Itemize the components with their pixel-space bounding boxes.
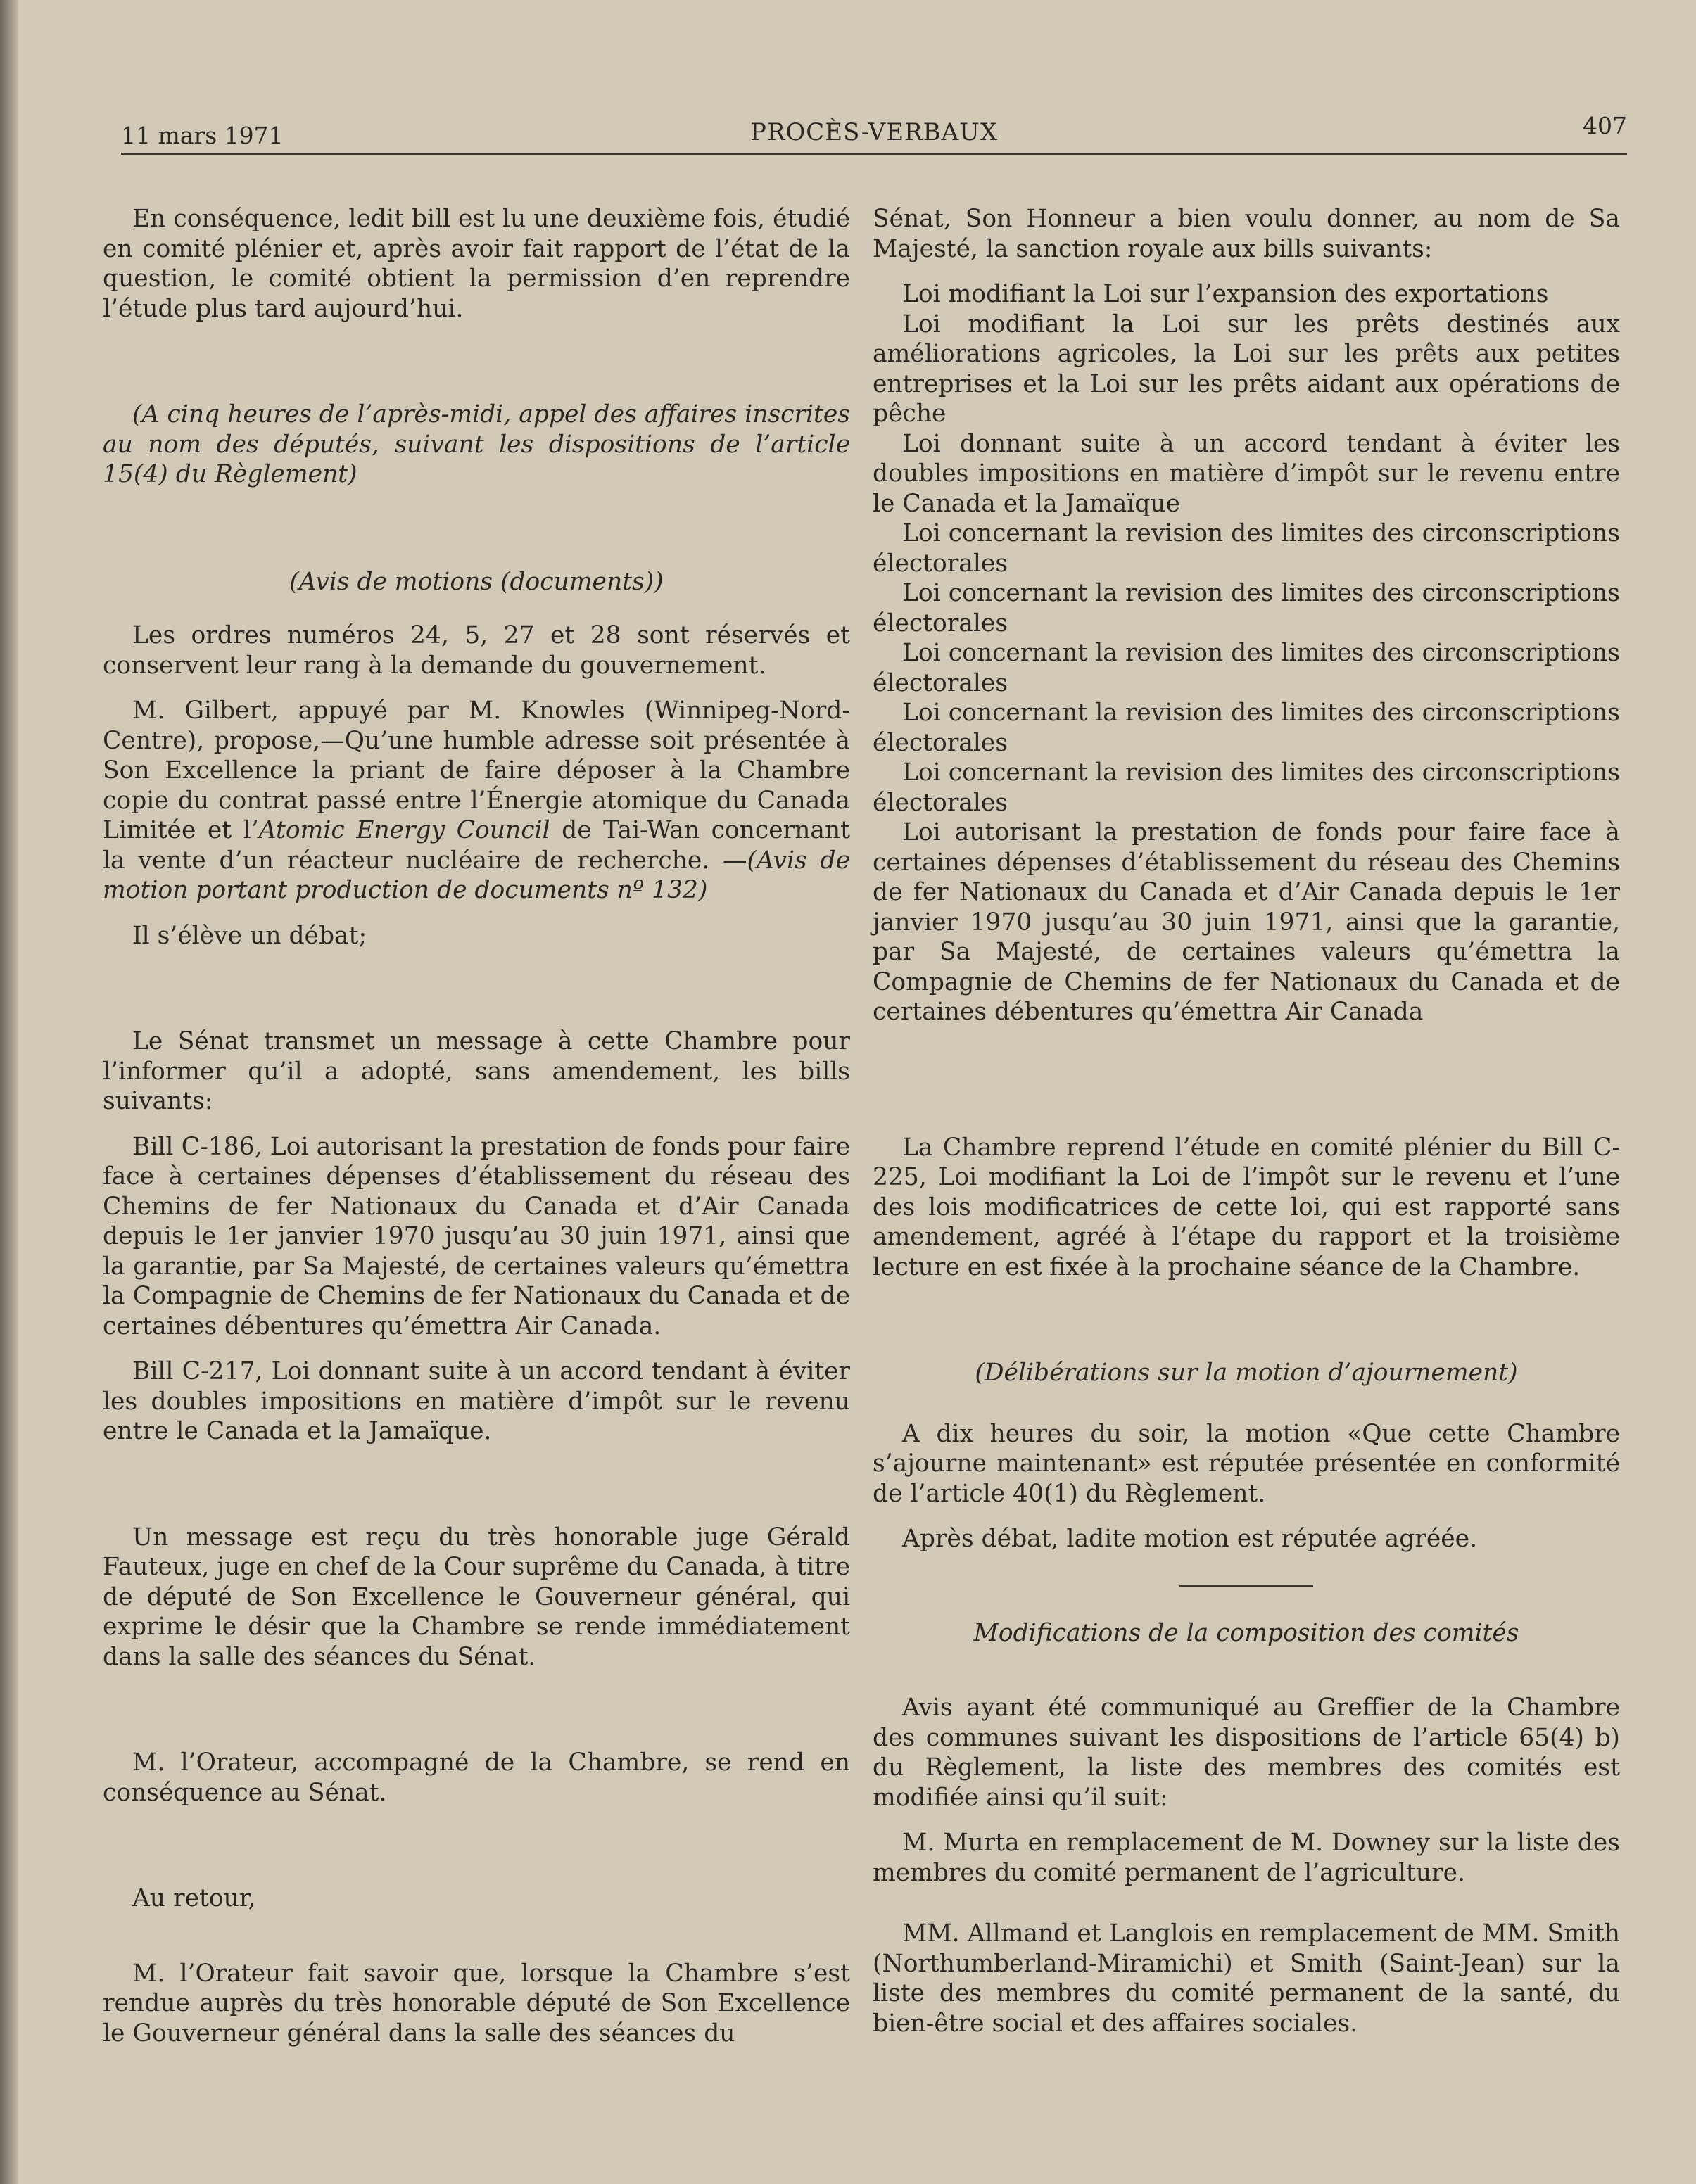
paragraph: Un message est reçu du très honorable juge Gérald Fauteux, juge en chef de la Cour suprême du Canada, à titre de député de Son Excellence le Gouverneur général, qui exprime le désir que la Chambre se rende immédiatement dans la salle des séances du Sénat. [103, 1523, 850, 1671]
header-date: 11 mars 1971 [121, 122, 284, 149]
paragraph: Bill C-217, Loi donnant suite à un accord tendant à éviter les doubles impositions en matière d’impôt sur le revenu entre le Canada et la Jamaïque. [103, 1357, 850, 1445]
section-note: (A cinq heures de l’après-midi, appel des affaires inscrites au nom des députés, suivant les dispositions de l’article 15(4) du Règlement) [103, 400, 850, 488]
section-heading: Modifications de la composition des comités [973, 1618, 1519, 1647]
law-item: Loi donnant suite à un accord tendant à éviter les doubles impositions en matière d’impôt sur le revenu entre le Canada et la Jamaïque [873, 429, 1620, 518]
law-item: Loi autorisant la prestation de fonds pour faire face à certaines dépenses d’établissement du réseau des Chemins de fer Nationaux du Canada et d’Air Canada depuis le 1er janvier 1970 jusqu’au 30 juin 1971, ainsi que la garantie, par Sa Majesté, de certaines valeurs qu’émettra la Compagnie de Chemins de fer Nationaux du Canada et de certaines débentures qu’émettra Air Canada [873, 818, 1620, 1026]
text-run-italic: Atomic Energy Council [258, 816, 550, 844]
section-heading: (Avis de motions (documents)) [289, 567, 664, 596]
paragraph: Le Sénat transmet un message à cette Chambre pour l’informer qu’il a adopté, sans amendement, les bills suivants: [103, 1027, 850, 1115]
paragraph: Avis ayant été communiqué au Greffier de la Chambre des communes suivant les dispositions de l’article 65(4) b) du Règlement, la liste des membres des comités est modifiée ainsi qu’il suit: [873, 1694, 1620, 1812]
law-item: Loi modifiant la Loi sur l’expansion des exportations [902, 280, 1549, 308]
page-header [121, 106, 1627, 155]
paragraph: Après débat, ladite motion est réputée agréée. [902, 1525, 1478, 1553]
paragraph: Les ordres numéros 24, 5, 27 et 28 sont réservés et conservent leur rang à la demande du gouvernement. [103, 621, 850, 680]
paragraph: En conséquence, ledit bill est lu une deuxième fois, étudié en comité plénier et, après avoir fait rapport de l’état de la question, le comité obtient la permission d’en reprendre l’étude plus tard aujourd’hui. [103, 205, 850, 323]
paragraph [103, 696, 850, 906]
right-column [873, 204, 1620, 2038]
paragraph: M. l’Orateur fait savoir que, lorsque la Chambre s’est rendue auprès du très honorable député de Son Excellence le Gouverneur général dans la salle des séances du [103, 1959, 850, 2048]
paragraph: M. l’Orateur, accompagné de la Chambre, se rend en conséquence au Sénat. [103, 1748, 850, 1807]
text-run: M. Gilbert, appuyé par M. Knowles (Winnipeg-Nord-Centre), propose,—Qu’une humble adresse soit présentée à Son Excellence la priant de faire déposer à la Chambre copie du contrat passé entre l’Énergie atomique du Canada Limitée et l’ [103, 697, 850, 844]
paragraph: Bill C-186, Loi autorisant la prestation de fonds pour faire face à certaines dépenses d’établissement du réseau des Chemins de fer Nationaux du Canada et d’Air Canada depuis le 1er janvier 1970 jusqu’au 30 juin 1971, ainsi que la garantie, par Sa Majesté, de certaines valeurs qu’émettra la Compagnie de Chemins de fer Nationaux du Canada et de certaines débentures qu’émettra Air Canada. [103, 1132, 850, 1340]
law-item: Loi concernant la revision des limites des circonscriptions électorales [873, 579, 1620, 637]
law-item: Loi concernant la revision des limites des circonscriptions électorales [873, 758, 1620, 817]
text-run-italic: (Avis de motion portant production de documents nº 132) [103, 846, 850, 904]
paragraph: MM. Allmand et Langlois en remplacement de MM. Smith (Northumberland-Miramichi) et Smith (Saint-Jean) sur la liste des membres du comité permanent de la santé, du bien-être social et des affaires sociales. [873, 1919, 1620, 2038]
paragraph: M. Murta en remplacement de M. Downey sur la liste des membres du comité permanent de l’agriculture. [873, 1829, 1620, 1887]
paragraph: A dix heures du soir, la motion «Que cette Chambre s’ajourne maintenant» est réputée présentée en conformité de l’article 40(1) du Règlement. [873, 1419, 1620, 1508]
header-title: PROCÈS-VERBAUX [749, 118, 999, 146]
section-heading: (Délibérations sur la motion d’ajournement) [975, 1359, 1518, 1387]
paragraph: Au retour, [132, 1884, 256, 1912]
paragraph: La Chambre reprend l’étude en comité plénier du Bill C-225, Loi modifiant la Loi de l’impôt sur le revenu et l’une des lois modificatrices de cette loi, qui est rapporté sans amendement, agréé à l’étape du rapport et la troisième lecture en est fixée à la prochaine séance de la Chambre. [873, 1133, 1620, 1281]
paragraph: Sénat, Son Honneur a bien voulu donner, au nom de Sa Majesté, la sanction royale aux bills suivants: [873, 205, 1620, 263]
law-item: Loi modifiant la Loi sur les prêts destinés aux améliorations agricoles, la Loi sur les prêts aux petites entreprises et la Loi sur les prêts aidant aux opérations de pêche [873, 310, 1620, 428]
book-binding-edge [0, 0, 18, 2184]
law-item: Loi concernant la revision des limites des circonscriptions électorales [873, 639, 1620, 697]
left-column [103, 204, 850, 2048]
text-run: de Tai-Wan concernant la vente d’un réacteur nucléaire de recherche. — [103, 816, 850, 875]
paragraph: Il s’élève un débat; [132, 921, 367, 950]
header-rule [121, 153, 1627, 155]
law-item: Loi concernant la revision des limites des circonscriptions électorales [873, 519, 1620, 578]
page-number: 407 [1583, 112, 1627, 139]
law-item: Loi concernant la revision des limites des circonscriptions électorales [873, 699, 1620, 757]
